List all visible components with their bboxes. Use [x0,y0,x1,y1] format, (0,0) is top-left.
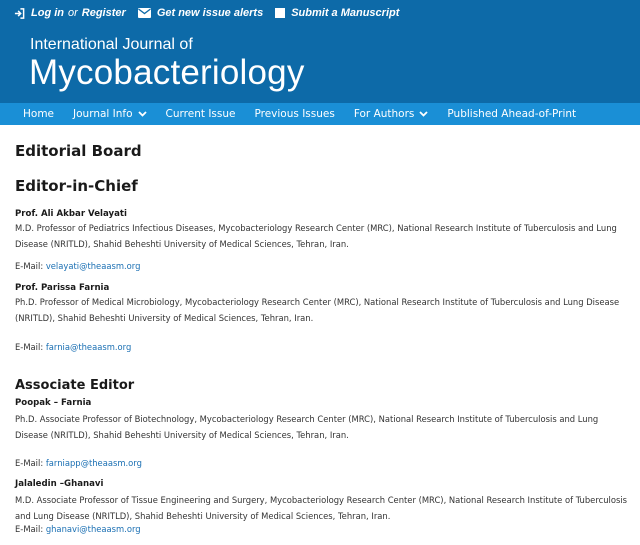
site-header [0,0,640,103]
person-description: Ph.D. Professor of Medical Microbiology, Mycobacteriology Research Center (MRC), National Research Institute of Tuberculosis and Lung Disease (NRITLD), Shahid Beheshti University of Medical Sciences, Tehran, Iran. [15,297,620,323]
nav-journal-info[interactable] [73,108,147,120]
email-label: E-Mail: [15,458,46,468]
issue-alerts-label: Get new issue alerts [156,7,264,19]
nav-home-label: Home [23,108,55,120]
nav-previous-issues-label: Previous Issues [254,108,335,120]
person-description: M.D. Professor of Pediatrics Infectious Diseases, Mycobacteriology Research Center (MRC), National Research Institute of Tuberculosis and Lung Disease (NRITLD), Shahid Beheshti University of Medical Sciences, Tehran, Iran. [15,223,617,249]
journal-title[interactable]: Mycobacteriology [29,53,305,92]
submit-manuscript-label: Submit a Manuscript [291,7,400,19]
nav-for-authors[interactable] [354,108,429,120]
person-email-line [15,524,141,534]
chevron-down-icon [419,111,428,117]
nav-for-authors-label: For Authors [353,108,415,120]
or-text: or [68,7,78,19]
person-name: Poopak – Farnia [15,398,92,408]
journal-title-prefix: International Journal of [30,36,193,53]
person-description: M.D. Associate Professor of Tissue Engineering and Surgery, Mycobacteriology Research Center (MRC), National Research Institute of Tuberculosis and Lung Disease (NRITLD), Shahid Beheshti University of Medical Sciences, Tehran, Iran. [15,495,628,521]
person-email-line [15,342,131,352]
section-heading-associate-editor: Associate Editor [15,378,135,393]
email-label: E-Mail: [15,342,46,352]
nav-published-ahead-of-print-label: Published Ahead-of-Print [447,108,577,120]
register-link[interactable]: Register [81,7,126,19]
person-name: Jalaledin –Ghanavi [15,479,104,489]
person-email-line [15,261,140,271]
sign-in-icon [14,8,25,19]
email-link[interactable]: farniapp@theaasm.org [45,458,142,468]
nav-current-issue-label: Current Issue [165,108,236,120]
email-link[interactable]: farnia@theaasm.org [45,342,132,352]
person-name: Prof. Parissa Farnia [15,283,110,293]
email-link[interactable]: velayati@theaasm.org [45,261,141,271]
checkbox-icon [275,8,285,18]
envelope-icon [138,8,151,18]
page-title: Editorial Board [15,142,142,160]
nav-previous-issues[interactable] [254,108,334,120]
login-register [14,7,126,19]
main-nav [0,103,640,125]
issue-alerts-link[interactable] [138,7,263,19]
email-label: E-Mail: [15,261,46,271]
utility-bar [14,6,411,20]
person-name: Prof. Ali Akbar Velayati [15,209,127,219]
person-email-line [15,458,142,468]
email-link[interactable]: ghanavi@theaasm.org [45,524,141,534]
submit-manuscript-link[interactable] [275,7,399,19]
email-label: E-Mail: [15,524,46,534]
nav-home[interactable] [23,108,54,120]
nav-published-ahead-of-print[interactable] [447,108,576,120]
nav-current-issue[interactable] [166,108,236,120]
login-link[interactable]: Log in [31,7,64,19]
person-description: Ph.D. Associate Professor of Biotechnology, Mycobacteriology Research Center (MRC), National Research Institute of Tuberculosis and Lung Disease (NRITLD), Shahid Beheshti University of Medical Sciences, Tehran, Iran. [15,414,599,440]
chevron-down-icon [138,111,147,117]
nav-journal-info-label: Journal Info [73,108,133,120]
section-heading-editor-in-chief: Editor-in-Chief [15,177,138,195]
